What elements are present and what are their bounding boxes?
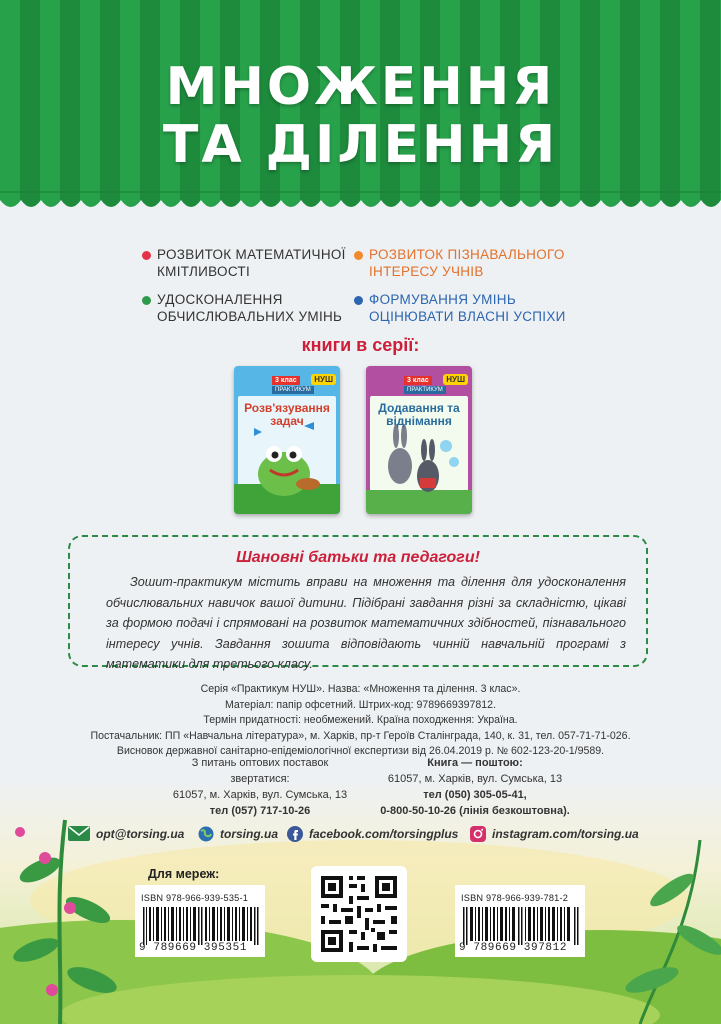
mail-order-title: Книга — поштою:	[427, 757, 523, 769]
feature-item	[142, 246, 357, 280]
feature-text: РОЗВИТОК ПІЗНАВАЛЬНОГО ІНТЕРЕСУ УЧНІВ	[369, 247, 565, 279]
book-badge: НУШ	[443, 374, 468, 385]
instagram-contact[interactable]	[470, 826, 639, 842]
wholesale-phone: тел (057) 717-10-26	[209, 805, 311, 817]
site-contact[interactable]	[198, 826, 278, 842]
qr-code-icon	[311, 866, 407, 962]
mail-order-phone: тел (050) 305-05-41,	[423, 789, 527, 801]
isbn-text: ISBN 978-966-939-535-1	[141, 893, 249, 903]
book-title: Розв'язування задач	[244, 401, 330, 428]
notice-text: Зошит-практикум містить вправи на множення та ділення для удосконалення обчислювальних навичок вашої дитини. Підібрані завдання різні за складністю, цікаві за формою подачі і спрямовані на розвиток математичних здібностей, пізнавального інтересу учнів. Завдання зошита відповідають чинній навчальній програмі з математики для третього класу.	[106, 575, 626, 671]
instagram-link[interactable]: instagram.com/torsing.ua	[492, 827, 639, 841]
network-label: Для мереж:	[148, 867, 220, 881]
feature-item	[142, 291, 357, 325]
barcode-digits: 9 789669 395351	[139, 942, 248, 954]
book-series-label: ПРАКТИКУМ	[404, 386, 446, 394]
feature-item	[354, 246, 584, 280]
book-cover-addition	[366, 366, 472, 514]
feature-item	[354, 291, 584, 325]
product-info	[0, 682, 721, 760]
wholesale-line: звертатися:	[230, 773, 290, 785]
barcode-digits: 9 789669 397812	[459, 942, 568, 954]
book-title: Додавання та віднімання	[378, 401, 460, 428]
book-class-label: 3 клас	[272, 376, 300, 385]
feature-text: РОЗВИТОК МАТЕМАТИЧНОЇ КМІТЛИВОСТІ	[157, 247, 346, 279]
header-banner	[0, 0, 721, 215]
info-line: Постачальник: ПП «Навчальна література», м. Харків, пр-т Героїв Сталінграда, 140, к. 31, тел. 057-71-71-026.	[90, 729, 631, 742]
mail-order-address: 61057, м. Харків, вул. Сумська, 13	[387, 773, 563, 785]
barcode-bars-icon	[141, 907, 259, 945]
globe-icon	[198, 826, 214, 842]
site-link[interactable]: torsing.ua	[220, 827, 279, 841]
book-badge: НУШ	[311, 374, 336, 385]
barcode-left	[135, 885, 265, 957]
bullet-dot-icon	[354, 251, 363, 260]
wholesale-line: З питань оптових поставок	[191, 757, 329, 769]
feature-text: УДОСКОНАЛЕННЯ ОБЧИСЛЮВАЛЬНИХ УМІНЬ	[157, 292, 343, 324]
title-line-1: МНОЖЕННЯ	[165, 57, 556, 117]
envelope-icon	[68, 826, 90, 841]
barcode-right	[455, 885, 585, 957]
notice-title: Шановні батьки та педагоги!	[236, 549, 480, 566]
wholesale-address: 61057, м. Харків, вул. Сумська, 13	[172, 789, 348, 801]
bullet-dot-icon	[142, 251, 151, 260]
email-contact[interactable]	[68, 826, 184, 841]
email-link[interactable]: opt@torsing.ua	[96, 826, 185, 841]
facebook-link[interactable]: facebook.com/torsingplus	[309, 827, 459, 841]
facebook-contact[interactable]	[287, 826, 458, 842]
contacts-row	[0, 826, 721, 846]
barcode-bars-icon	[461, 907, 579, 945]
mail-order-free-line: 0-800-50-10-26 (лінія безкоштовна).	[380, 805, 570, 817]
isbn-text: ISBN 978-966-939-781-2	[461, 893, 569, 903]
feature-text: ФОРМУВАННЯ УМІНЬ ОЦІНЮВАТИ ВЛАСНІ УСПІХИ	[369, 292, 566, 324]
wholesale-contact	[160, 755, 360, 819]
title-line-2: ТА ДІЛЕННЯ	[162, 115, 559, 175]
book-cover-problems	[234, 366, 340, 514]
book-series-label: ПРАКТИКУМ	[272, 386, 314, 394]
info-line: Термін придатності: необмежений. Країна походження: Україна.	[203, 714, 518, 727]
page-title	[0, 58, 721, 174]
info-line: Матеріал: папір офсетний. Штрих-код: 9789669397812.	[224, 698, 497, 711]
book-class-label: 3 клас	[404, 376, 432, 385]
instagram-icon	[470, 826, 486, 842]
bullet-dot-icon	[142, 296, 151, 305]
bullet-dot-icon	[354, 296, 363, 305]
notice-box	[68, 535, 648, 671]
mail-order-contact	[360, 755, 590, 819]
facebook-icon	[287, 826, 303, 842]
series-title: книги в серії:	[301, 335, 420, 355]
info-line: Серія «Практикум НУШ». Назва: «Множення та ділення. 3 клас».	[200, 683, 521, 695]
qr-code-pattern	[311, 866, 407, 962]
info-line: Висновок державної санітарно-епідеміологічної експертизи від 26.04.2019 р. № 602-123-20-1/9589.	[116, 745, 605, 758]
